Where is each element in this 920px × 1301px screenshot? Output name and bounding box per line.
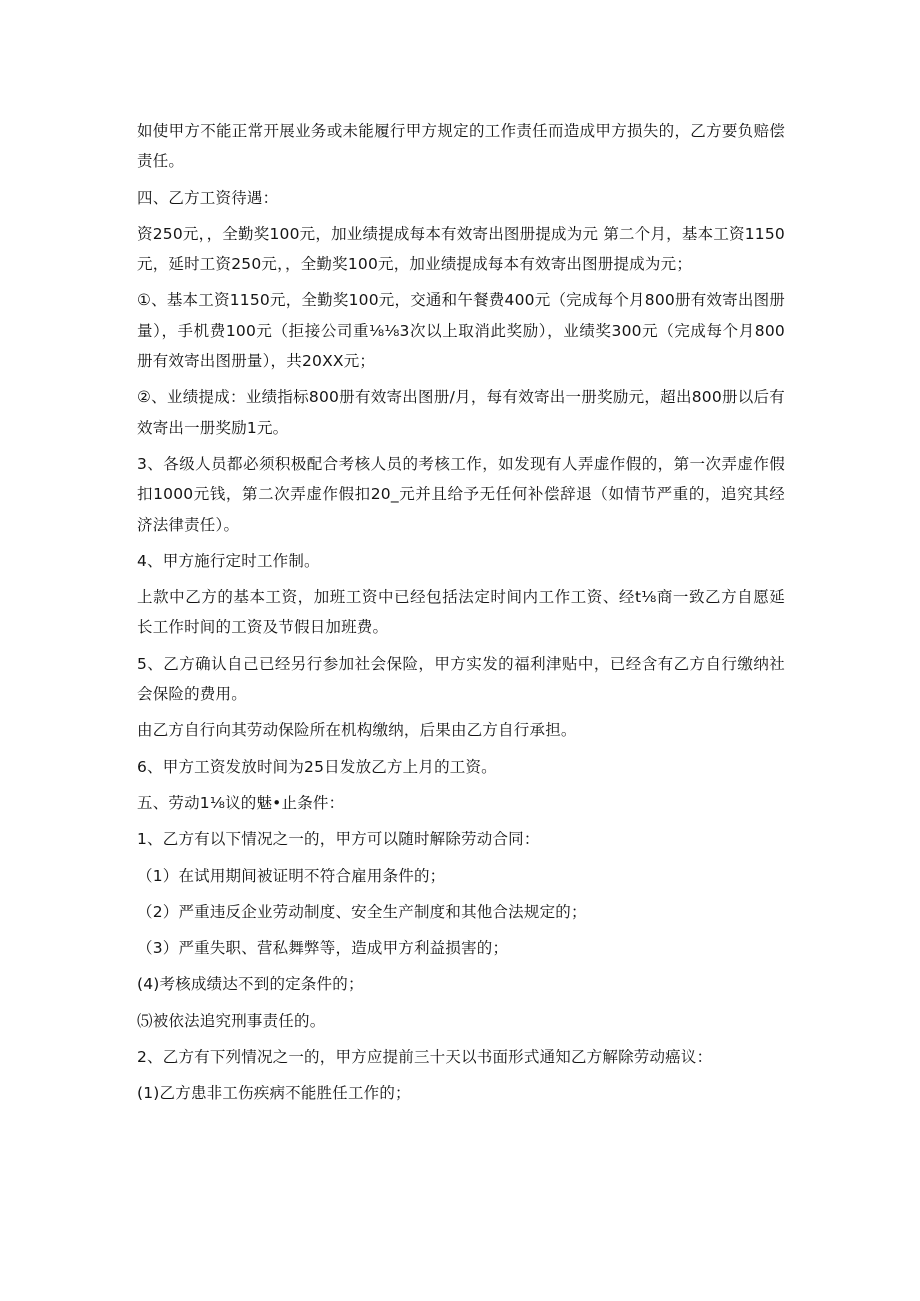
list-item-misconduct: （3）严重失职、营私舞弊等，造成甲方利益损害的；: [137, 939, 509, 958]
section-heading-wages: 四、乙方工资待遇：: [137, 188, 279, 207]
paragraph-assessment-cooperation: 3、各级人员都必须积极配合考核人员的考核工作，如发现有人弄虚作假的，第一次弄虚作假扣1000元钱，第二次弄虚作假扣20_元并且给予无任何补偿辞退（如情节严重的，追究其经济法律责任）。: [137, 454, 785, 534]
paragraph-immediate-termination: 1、乙方有以下情况之一的，甲方可以随时解除劳动合同：: [137, 830, 540, 849]
paragraph-pay-date: 6、甲方工资发放时间为25日发放乙方上月的工资。: [137, 757, 497, 776]
paragraph-wage-amounts: 资250元，，全勤奖100元，加业绩提成每本有效寄出图册提成为元 第二个月，基本工资1150元，延时工资250元，，全勤奖100元，加业绩提成每本有效寄出图册提成为元；: [137, 224, 785, 274]
paragraph-notice-termination: 2、乙方有下列情况之一的，甲方应提前三十天以书面形式通知乙方解除劳动癌议：: [137, 1048, 713, 1067]
list-item-rule-violation: （2）严重违反企业劳动制度、安全生产制度和其他合法规定的；: [137, 902, 587, 921]
paragraph-wage-includes-overtime: 上款中乙方的基本工资，加班工资中已经包括法定时间内工作工资、经t⅛商一致乙方自愿延长工作时间的工资及节假日加班费。: [137, 588, 785, 637]
document-body: [137, 116, 785, 1115]
paragraph-social-insurance: 5、乙方确认自己已经另行参加社会保险，甲方实发的福利津贴中，已经含有乙方自行缴纳社会保险的费用。: [137, 654, 785, 704]
section-heading-termination: 五、劳动1⅛议的魅•止条件：: [137, 793, 345, 812]
list-item-assessment-failure: (4)考核成绩达不到的定条件的；: [137, 975, 364, 994]
paragraph-basic-wage: ①、基本工资1150元，全勤奖100元，交通和午餐费400元（完成每个月800册有效寄出图册量），手机费100元（拒接公司重⅛⅛3次以上取消此奖励），业绩奖300元（完成每个月800册有效寄出图册量），共20XX元；: [137, 291, 785, 371]
paragraph-performance-commission: ②、业绩提成：业绩指标800册有效寄出图册/月，每有效寄出一册奖励元，超出800册以后有效寄出一册奖励1元。: [137, 388, 785, 437]
paragraph-fixed-working-hours: 4、甲方施行定时工作制。: [137, 551, 320, 570]
list-item-probation: （1）在试用期间被证明不符合雇用条件的；: [137, 866, 446, 885]
paragraph-compensation-liability: 如使甲方不能正常开展业务或未能履行甲方规定的工作责任而造成甲方损失的，乙方要负赔偿责任。: [137, 122, 785, 171]
list-item-illness: (1)乙方患非工伤疾病不能胜任工作的；: [137, 1084, 411, 1103]
list-item-criminal-liability: ⑸被依法追究刑事责任的。: [137, 1011, 326, 1030]
paragraph-insurance-payment: 由乙方自行向其劳动保险所在机构缴纳，后果由乙方自行承担。: [137, 721, 577, 740]
